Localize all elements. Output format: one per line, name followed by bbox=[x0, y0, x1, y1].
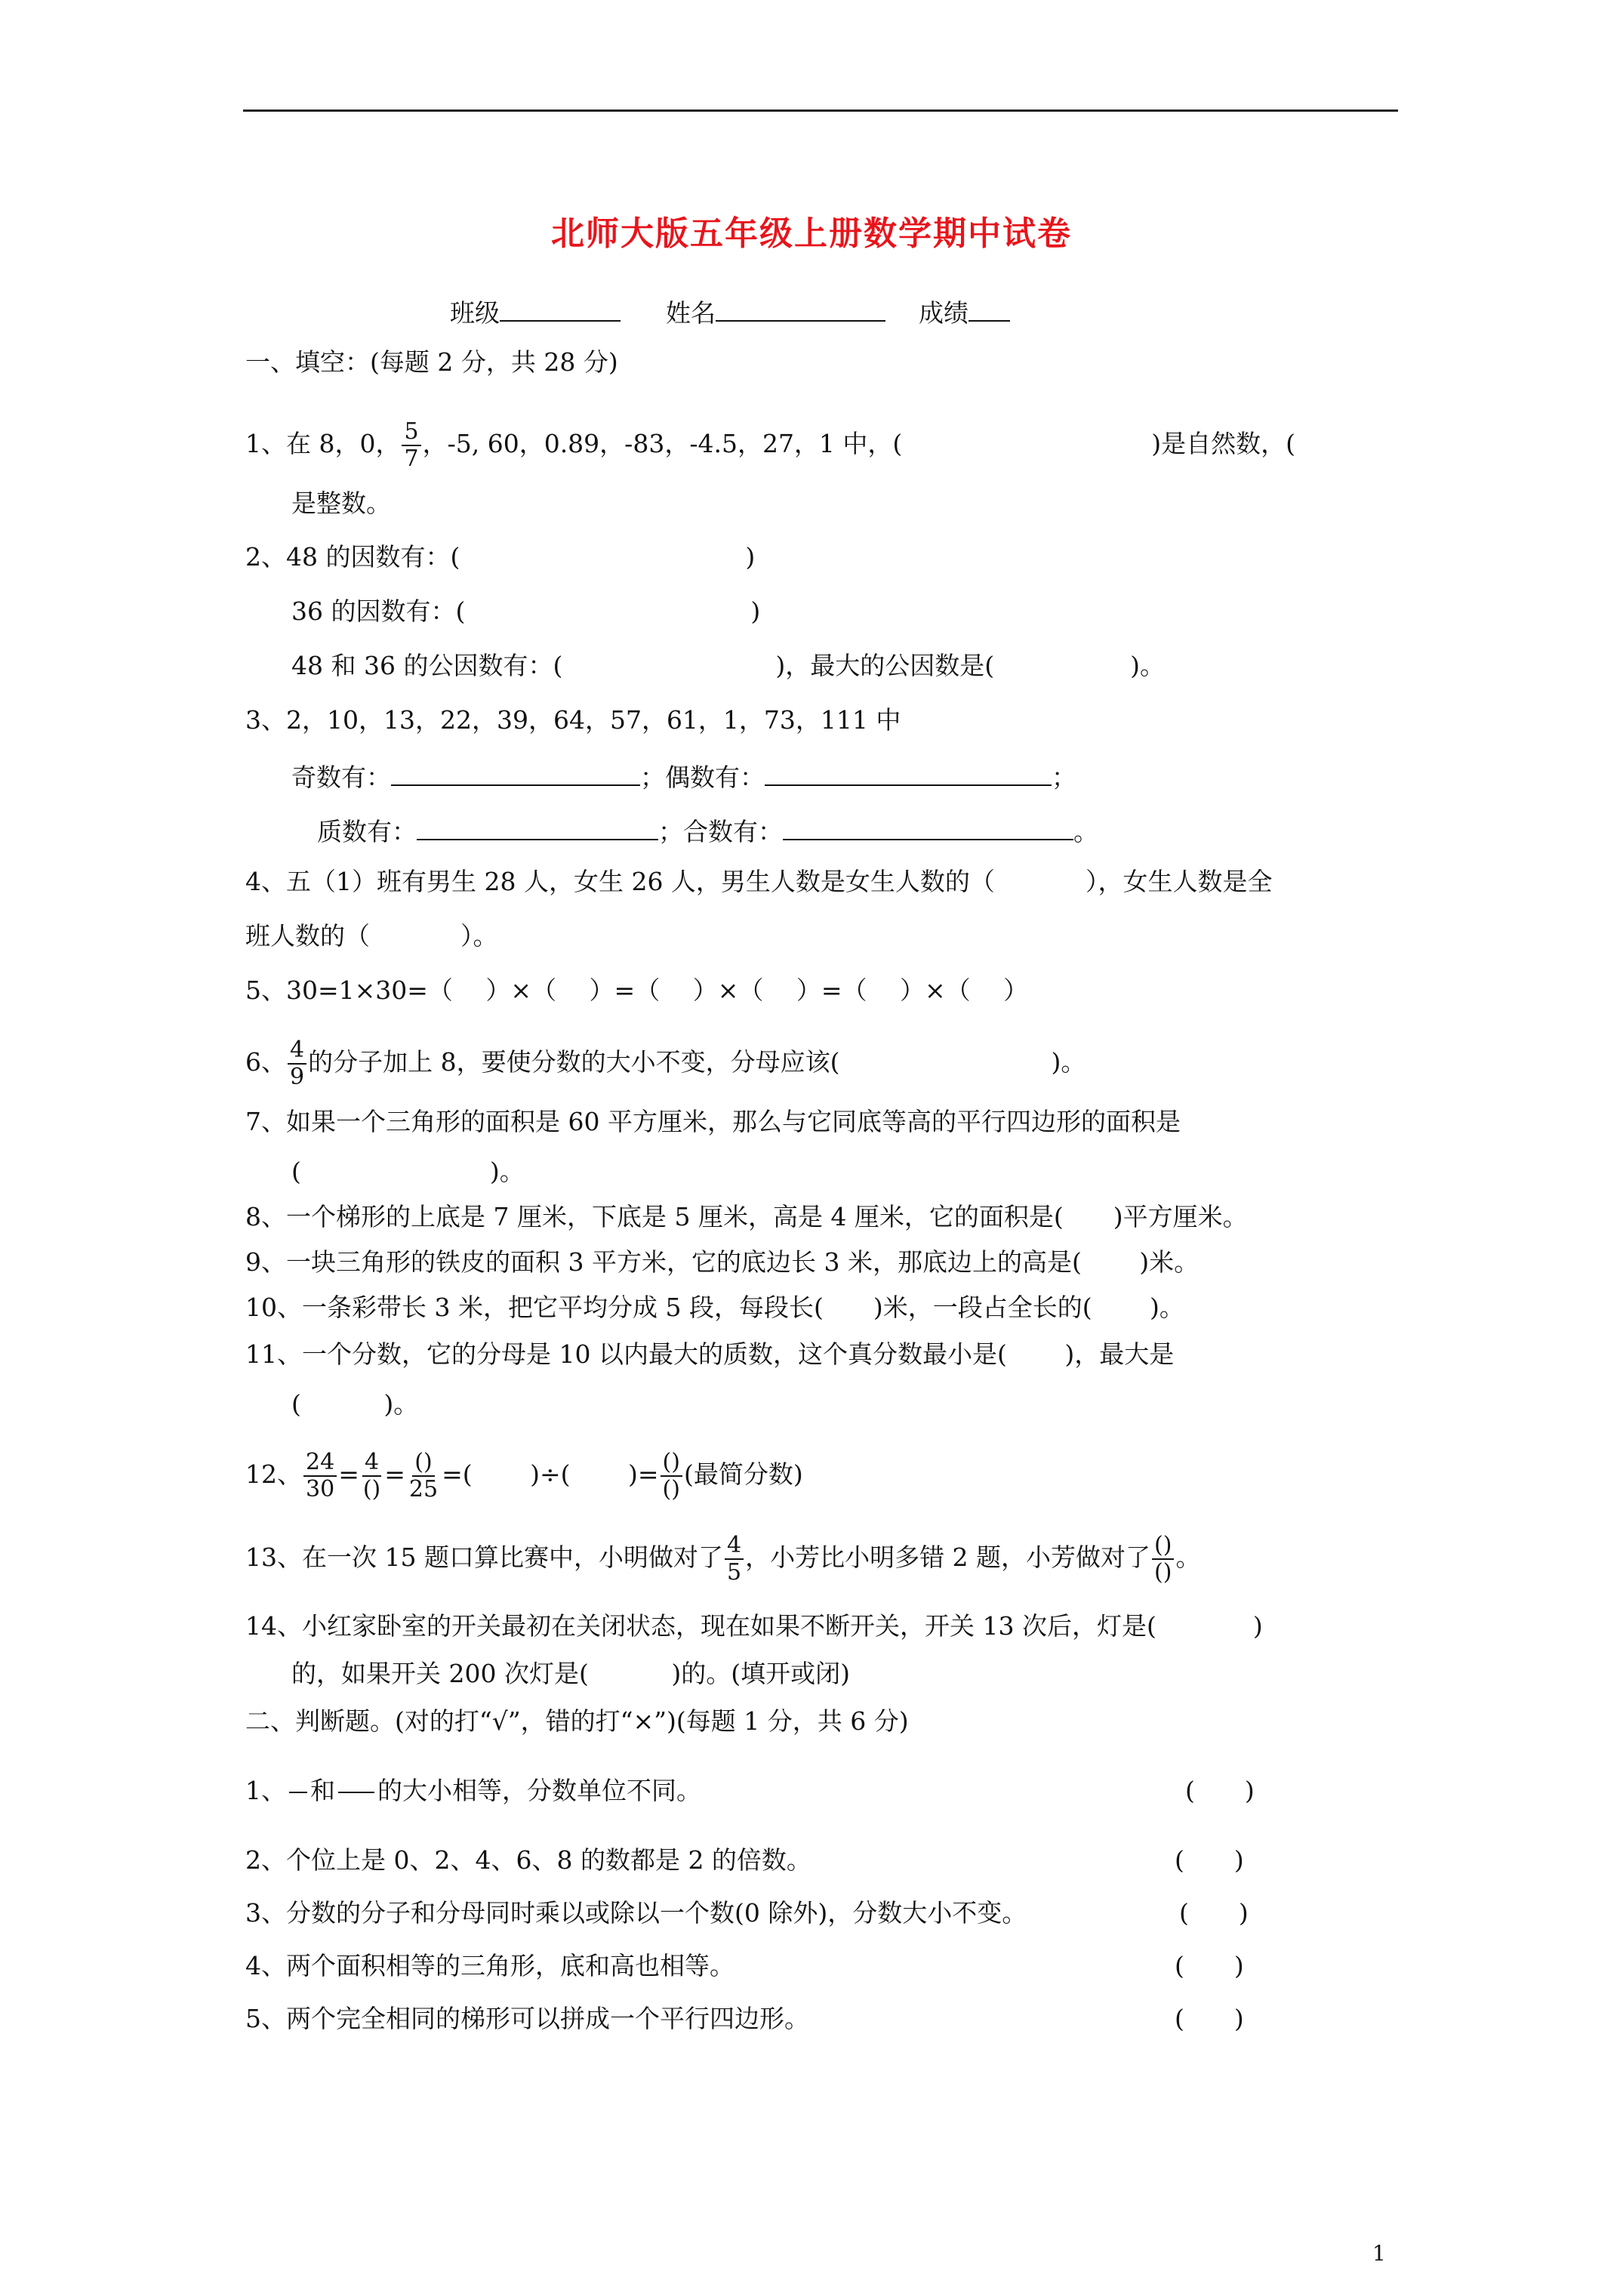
question-2a: 2、48 的因数有：( ) bbox=[245, 542, 756, 572]
question-8: 8、一个梯形的上底是 7 厘米，下底是 5 厘米，高是 4 厘米，它的面积是( )平方厘米。 bbox=[245, 1202, 1248, 1231]
question-3-odd-even: 奇数有： ；偶数有： ； bbox=[291, 757, 1076, 794]
question-13: 13、在一次 15 题口算比赛中，小明做对了 $\frac{4}{5}$ ，小芳比小明多错 2 题，小芳做对了 () () 。 bbox=[245, 1532, 1201, 1586]
class-label: 班级 bbox=[450, 298, 500, 328]
question-5: 5、30=1×30=（ ）×（ ）=（ ）×（ ）=（ ）×（ ） bbox=[245, 975, 1029, 1005]
page-title: 北师大版五年级上册数学期中试卷 bbox=[551, 214, 1072, 253]
fraction: 4 () bbox=[362, 1449, 381, 1502]
judge-item-2: 2、个位上是 0、2、4、6、8 的数都是 2 的倍数。 bbox=[245, 1845, 812, 1875]
odd-field[interactable] bbox=[391, 757, 640, 786]
question-7: 7、如果一个三角形的面积是 60 平方厘米，那么与它同底等高的平行四边形的面积是 bbox=[245, 1107, 1181, 1136]
question-6: 6、 $\frac{4}{9}$ 的分子加上 8，要使分数的大小不变，分母应该( )。 bbox=[245, 1037, 1086, 1090]
fraction: () () bbox=[1152, 1533, 1174, 1586]
judge-item-3: 3、分数的分子和分母同时乘以或除以一个数(0 除外)，分数大小不变。 bbox=[245, 1898, 1027, 1928]
score-label: 成绩 bbox=[919, 298, 969, 328]
section2-heading: 二、判断题。(对的打“√”，错的打“×”)(每题 1 分，共 6 分) bbox=[245, 1706, 909, 1736]
judge-item-5: 5、两个完全相同的梯形可以拼成一个平行四边形。 bbox=[245, 2004, 809, 2033]
question-1: 1、在 8，0， $\frac{5}{7}$ ，-5, 60，0.89，-83，-4.5，27，1 中，( )是自然数，( bbox=[245, 418, 1296, 472]
question-3-prime-composite: 质数有： ；合数有： 。 bbox=[317, 812, 1098, 849]
question-11-line2: ( )。 bbox=[291, 1389, 419, 1419]
question-4-line2: 班人数的（ ）。 bbox=[245, 921, 498, 951]
question-12: 12、 $\frac{24}{30}$ = 4 () = () 25 =( )÷( )= () () (最简分数) bbox=[245, 1449, 803, 1502]
fraction: $\frac{5}{7}$ bbox=[402, 419, 420, 472]
fraction: $\frac{4}{5}$ bbox=[725, 1533, 744, 1586]
judge-item-4: 4、两个面积相等的三角形，底和高也相等。 bbox=[245, 1951, 735, 1980]
name-field[interactable] bbox=[716, 293, 885, 322]
judge-item-1: 1、 和 的大小相等，分数单位不同。 bbox=[245, 1776, 701, 1805]
section1-heading: 一、填空：(每题 2 分，共 28 分) bbox=[245, 347, 618, 377]
question-11: 11、一个分数，它的分母是 10 以内最大的质数，这个真分数最小是( )，最大是 bbox=[245, 1339, 1175, 1369]
header-rule bbox=[243, 109, 1398, 112]
page-number: 1 bbox=[1372, 2241, 1386, 2266]
fraction: () () bbox=[661, 1450, 682, 1502]
question-7-line2: ( )。 bbox=[291, 1157, 525, 1186]
fraction: () 25 bbox=[408, 1449, 439, 1502]
question-2c: 48 和 36 的公因数有：( )，最大的公因数是( )。 bbox=[291, 651, 1165, 680]
student-info-row bbox=[450, 293, 1010, 330]
judge-bracket-5[interactable]: ( ) bbox=[1175, 2004, 1244, 2033]
prime-field[interactable] bbox=[417, 812, 658, 840]
name-label: 姓名 bbox=[666, 298, 716, 328]
judge-bracket-4[interactable]: ( ) bbox=[1175, 1951, 1244, 1980]
fraction-blank bbox=[289, 1792, 307, 1793]
fraction: $\frac{4}{9}$ bbox=[288, 1037, 306, 1090]
question-3: 3、2，10，13，22，39，64，57，61，1，73，111 中 bbox=[245, 705, 901, 735]
even-field[interactable] bbox=[765, 757, 1052, 786]
question-4: 4、五（1）班有男生 28 人，女生 26 人，男生人数是女生人数的（ ），女生人数是全 bbox=[245, 867, 1273, 896]
composite-field[interactable] bbox=[783, 812, 1073, 840]
fraction-blank bbox=[338, 1792, 374, 1793]
fraction: $\frac{24}{30}$ bbox=[303, 1450, 337, 1502]
question-14: 14、小红家卧室的开关最初在关闭状态，现在如果不断开关，开关 13 次后，灯是( ) bbox=[245, 1611, 1263, 1641]
class-field[interactable] bbox=[500, 293, 621, 322]
score-field[interactable] bbox=[969, 293, 1010, 322]
judge-bracket-2[interactable]: ( ) bbox=[1175, 1845, 1244, 1875]
question-9: 9、一块三角形的铁皮的面积 3 平方米，它的底边长 3 米，那底边上的高是( )米。 bbox=[245, 1247, 1200, 1277]
question-2b: 36 的因数有：( ) bbox=[291, 596, 761, 626]
question-1-line2: 是整数。 bbox=[291, 488, 391, 518]
judge-bracket-1[interactable]: ( ) bbox=[1185, 1776, 1255, 1805]
judge-bracket-3[interactable]: ( ) bbox=[1179, 1898, 1249, 1928]
question-10: 10、一条彩带长 3 米，把它平均分成 5 段，每段长( )米，一段占全长的( )。 bbox=[245, 1293, 1184, 1322]
question-14-line2: 的，如果开关 200 次灯是( )的。(填开或闭) bbox=[291, 1659, 850, 1688]
